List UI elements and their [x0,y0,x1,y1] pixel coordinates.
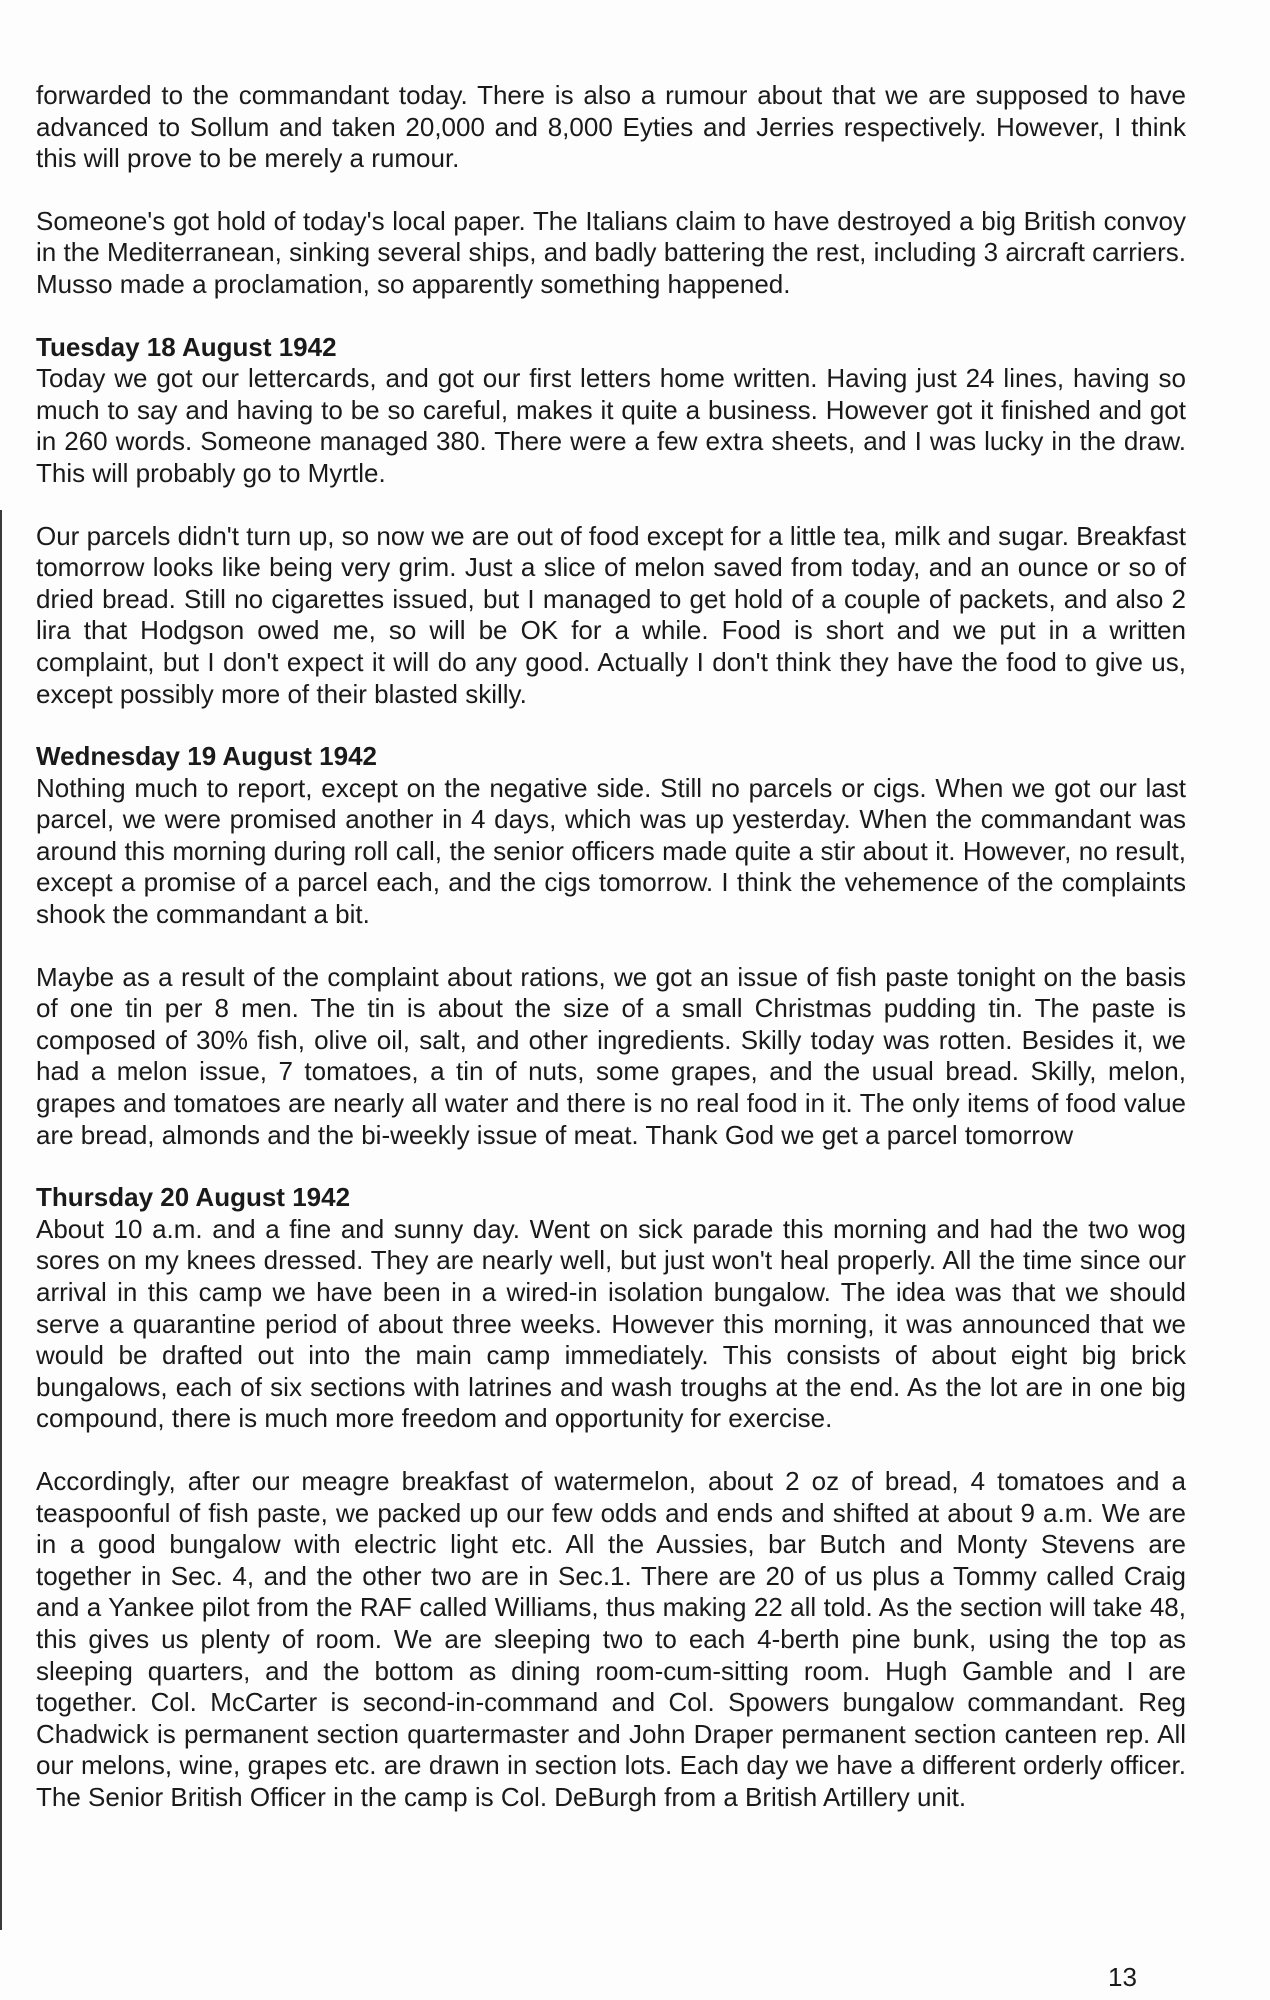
diary-entry [36,332,1186,711]
page-number: 13 [1108,1962,1137,1992]
entry-date-heading: Thursday 20 August 1942 [36,1182,351,1213]
diary-entry [36,741,1186,1151]
paragraph: Accordingly, after our meagre breakfast of watermelon, about 2 oz of bread, 4 tomatoes and a teaspoonful of fish paste, we packed up our few odds and ends and shifted at about 9 a.m. We are in a good bungalow with electric light etc. All the Aussies, bar Butch and Monty Stevens are together in Sec. 4, and the other two are in Sec.1. There are 20 of us plus a Tommy called Craig and a Yankee pilot from the RAF called Williams, thus making 22 all told. As the section will take 48, this gives us plenty of room. We are sleeping two to each 4-berth pine bunk, using the top as sleeping quarters, and the bottom as dining room-cum-sitting room. Hugh Gamble and I are together. Col. McCarter is second-in-command and Col. Spowers bungalow commandant. Reg Chadwick is permanent section quartermaster and John Draper permanent section canteen rep. All our melons, wine, grapes etc. are drawn in section lots. Each day we have a different orderly officer. The Senior British Officer in the camp is Col. DeBurgh from a British Artillery unit. [36,1465,1186,1812]
paragraph: Nothing much to report, except on the negative side. Still no parcels or cigs. When we got our last parcel, we were promised another in 4 days, which was up yesterday. When the commandant was around this morning during roll call, the senior officers made quite a stir about it. However, no result, except a promise of a parcel each, and the cigs tomorrow. I think the vehemence of the complaints shook the commandant a bit. [36,772,1186,930]
entry-date-heading: Wednesday 19 August 1942 [36,741,378,772]
page-edge-shadow [0,510,2,1930]
paragraph: forwarded to the commandant today. There is also a rumour about that we are supposed to have advanced to Sollum and taken 20,000 and 8,000 Eyties and Jerries respectively. However, I think this will prove to be merely a rumour. [36,80,1186,174]
paragraph: Someone's got hold of today's local paper. The Italians claim to have destroyed a big British convoy in the Mediterranean, sinking several ships, and badly battering the rest, including 3 aircraft carriers. Musso made a proclamation, so apparently something happened. [36,205,1186,299]
diary-entry [36,1182,1186,1813]
paragraph: About 10 a.m. and a fine and sunny day. Went on sick parade this morning and had the two wog sores on my knees dressed. They are nearly well, but just won't heal properly. All the time since our arrival in this camp we have been in a wired-in isolation bungalow. The idea was that we should serve a quarantine period of about three weeks. However this morning, it was announced that we would be drafted out into the main camp immediately. This consists of about eight big brick bungalows, each of six sections with latrines and wash troughs at the end. As the lot are in one big compound, there is much more freedom and opportunity for exercise. [36,1213,1186,1434]
paragraph: Our parcels didn't turn up, so now we are out of food except for a little tea, milk and sugar. Breakfast tomorrow looks like being very grim. Just a slice of melon saved from today, and an ounce or so of dried bread. Still no cigarettes issued, but I managed to get hold of a couple of packets, and also 2 lira that Hodgson owed me, so will be OK for a while. Food is short and we put in a written complaint, but I don't expect it will do any good. Actually I don't think they have the food to give us, except possibly more of their blasted skilly. [36,520,1186,709]
paragraph: Maybe as a result of the complaint about rations, we got an issue of fish paste tonight on the basis of one tin per 8 men. The tin is about the size of a small Christmas pudding tin. The paste is composed of 30% fish, olive oil, salt, and other ingredients. Skilly today was rotten. Besides it, we had a melon issue, 7 tomatoes, a tin of nuts, some grapes, and the usual bread. Skilly, melon, grapes and tomatoes are nearly all water and there is no real food in it. The only items of food value are bread, almonds and the bi-weekly issue of meat. Thank God we get a parcel tomorrow [36,961,1186,1150]
entry-date-heading: Tuesday 18 August 1942 [36,331,337,362]
diary-text [36,80,1186,1845]
paragraph: Today we got our lettercards, and got our first letters home written. Having just 24 lines, having so much to say and having to be so careful, makes it quite a business. However got it finished and got in 260 words. Someone managed 380. There were a few extra sheets, and I was lucky in the draw. This will probably go to Myrtle. [36,363,1186,488]
